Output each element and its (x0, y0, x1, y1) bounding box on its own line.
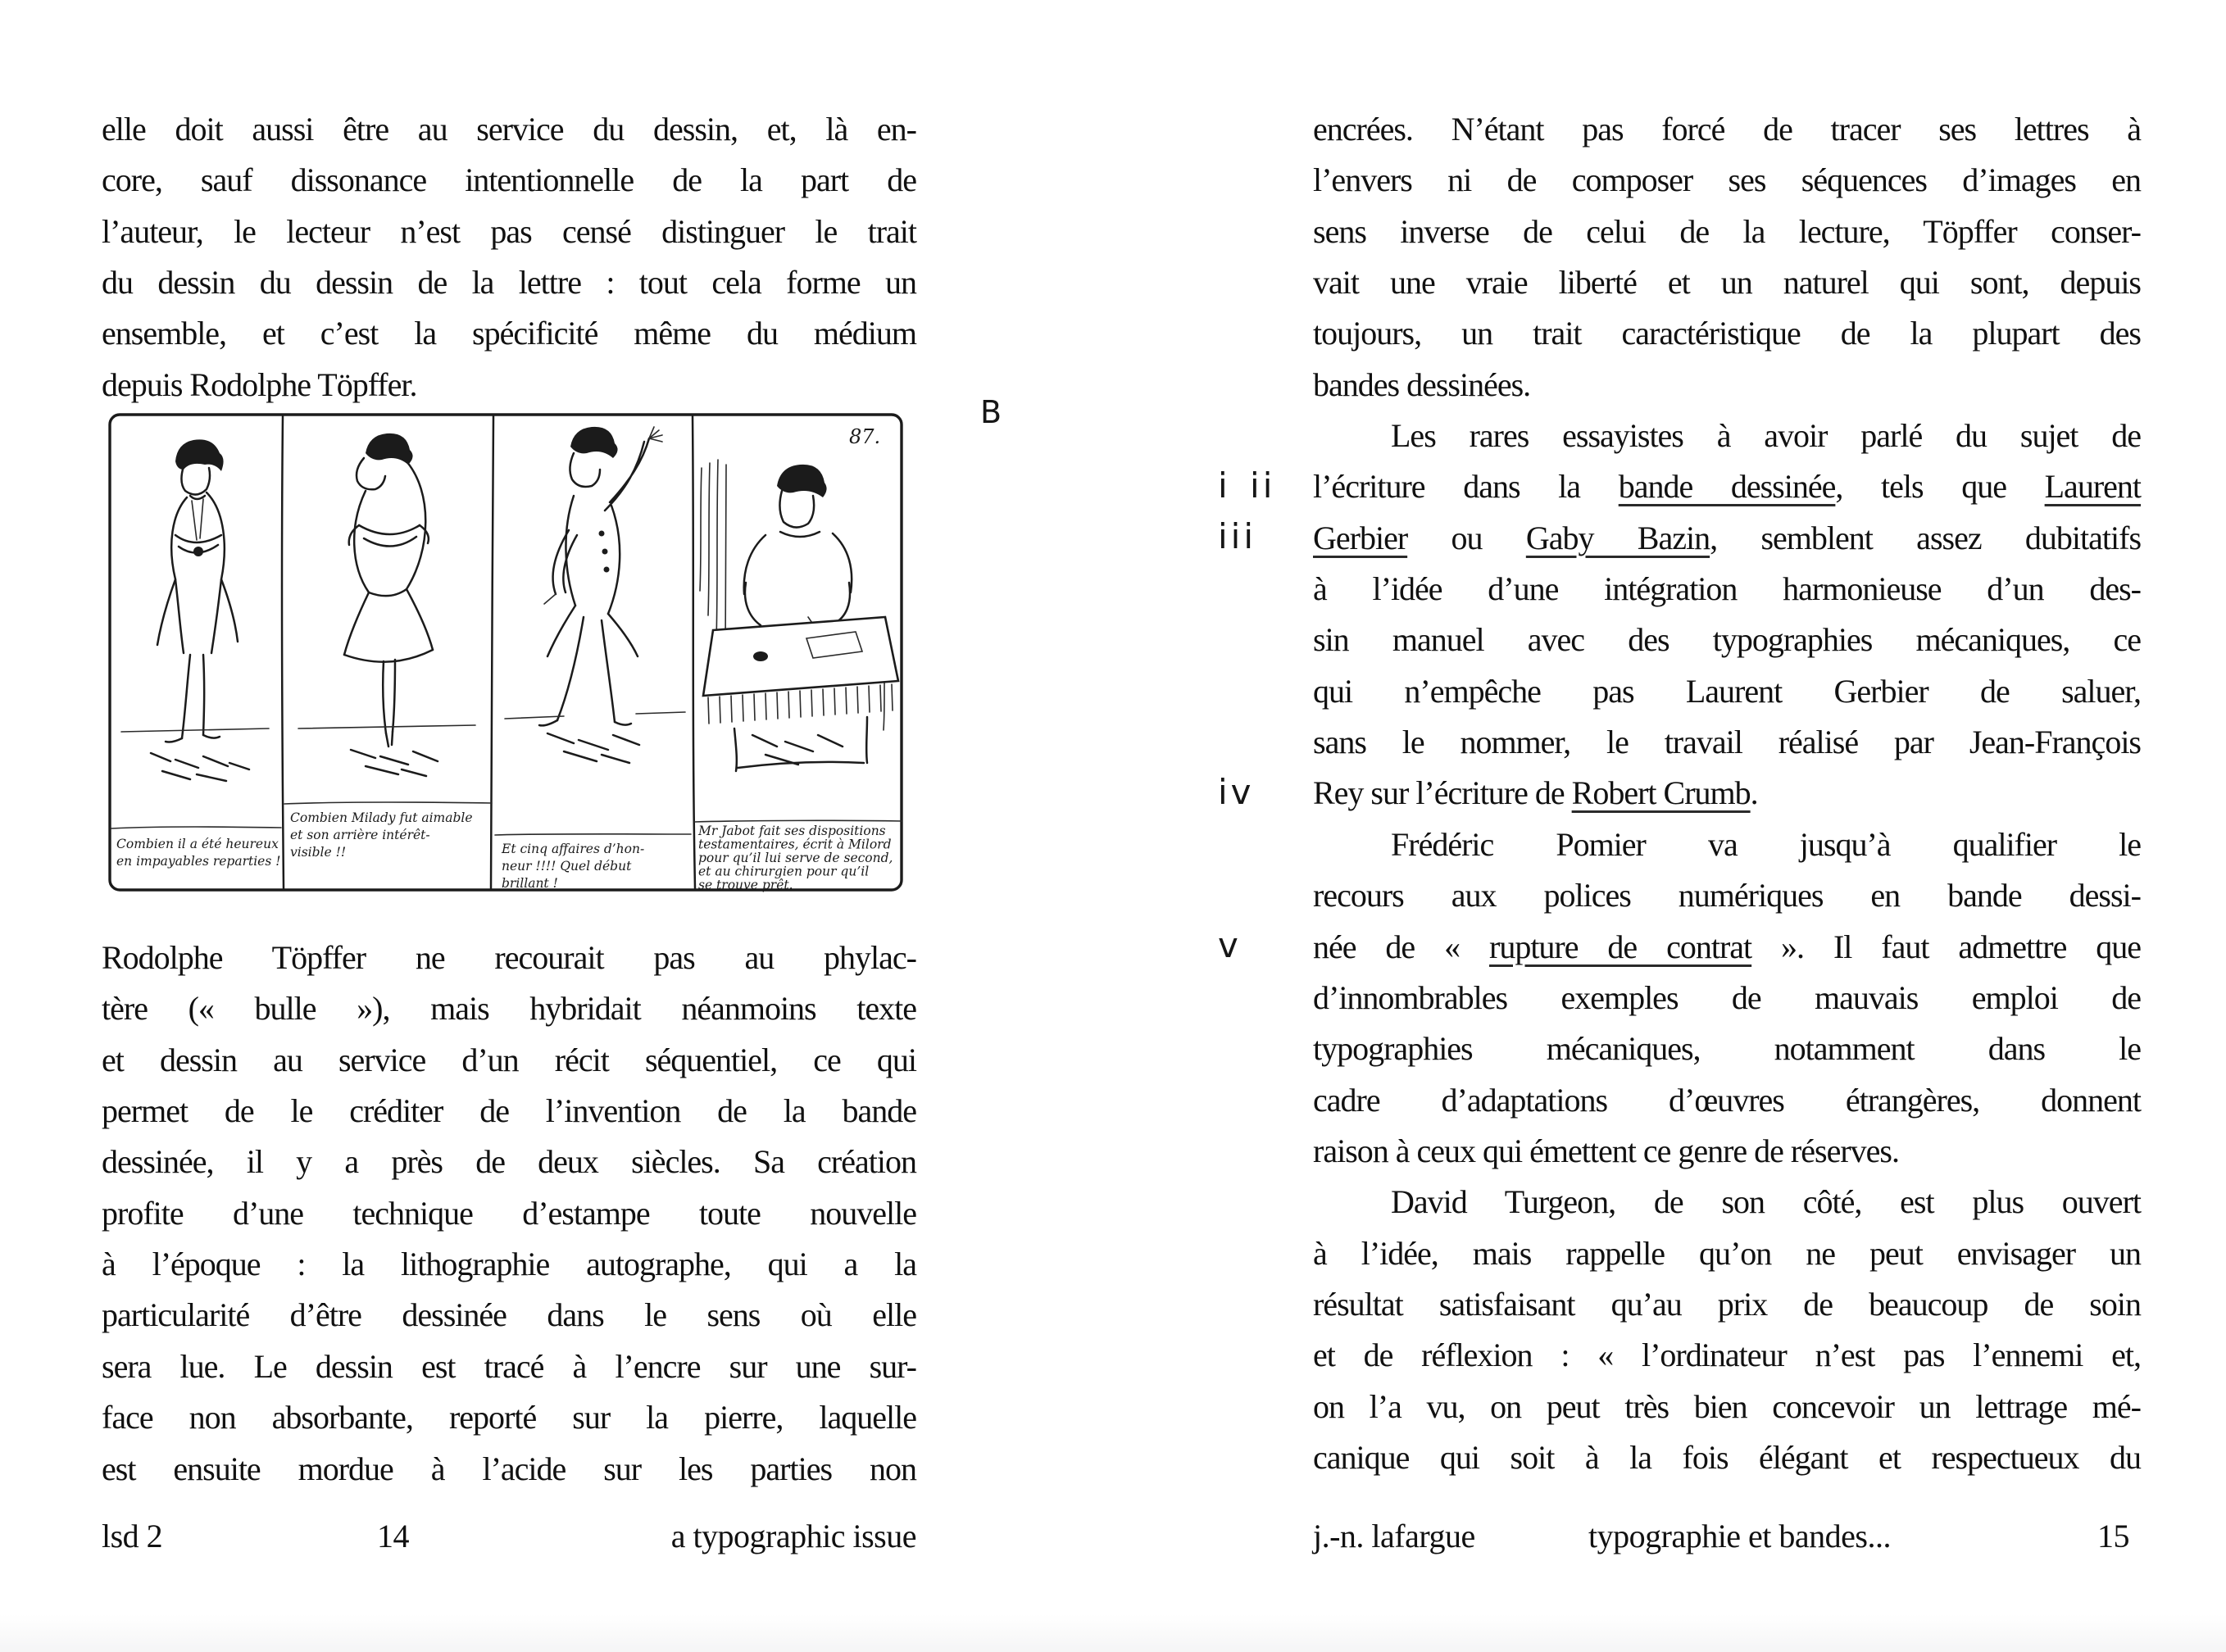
text-line: typographies mécaniques, notamment dans le (1313, 1030, 2141, 1068)
figure-caption-line: pour qu’il lui serve de second, (698, 851, 893, 866)
panel-caption-2 (290, 810, 473, 860)
page-bottom-shade (0, 1614, 2226, 1652)
caption-rule (111, 827, 281, 828)
margin-note-ref-iii: iii (1218, 516, 1257, 556)
text-line: elle doit aussi être au service du dessin, et, là en- (102, 111, 916, 148)
figure-caption-line: Combien Milady fut aimable (290, 810, 473, 826)
caption-rule (495, 834, 691, 835)
text-line: l’écriture dans la bande dessinée, tels que Laurent (1313, 468, 2141, 506)
text-line: encrées. N’étant pas forcé de tracer ses lettres à (1313, 111, 2141, 148)
figure-caption-line: et son arrière intérêt- (290, 828, 430, 843)
margin-note-ref-iv: iv (1218, 772, 1255, 812)
text-line: dessinée, il y a près de deux siècles. Sa création (102, 1143, 916, 1181)
underlined-reference: bande dessinée (1618, 468, 1836, 506)
text-line: est ensuite mordue à l’acide sur les parties non (102, 1450, 916, 1487)
imprint-label: lsd 2 (102, 1518, 163, 1554)
text-line: du dessin du dessin de la lettre : tout cela forme un (102, 264, 916, 302)
right-page-footer (1313, 1517, 2141, 1568)
figure-caption-line: Mr Jabot fait ses dispositions (698, 824, 886, 839)
right-paragraph-4 (1313, 1177, 2141, 1483)
figure-panel-4 (694, 460, 902, 822)
comic-strip-illustration (105, 411, 908, 894)
text-line: sans le nommer, le travail réalisé par Jean-François (1313, 724, 2141, 761)
panel-caption-4 (697, 824, 893, 892)
text-line: profite d’une technique d’estampe toute nouvelle (102, 1194, 916, 1232)
text-line: sin manuel avec des typographies mécaniques, ce (1313, 621, 2141, 659)
left-page-footer (102, 1517, 916, 1568)
panel-divider (491, 416, 493, 888)
panel-caption-3 (501, 842, 644, 891)
text-line: d’innombrables exemples de mauvais emploi de (1313, 978, 2141, 1016)
plate-number: 87. (849, 425, 881, 449)
figure-caption-line: visible !! (290, 845, 347, 860)
text-line: depuis Rodolphe Töpffer. (102, 365, 417, 403)
text-line: cadre d’adaptations d’œuvres étrangères, donnent (1313, 1081, 2141, 1119)
text-line: Rey sur l’écriture de Robert Crumb. (1313, 774, 1758, 812)
right-page-number: 15 (2097, 1518, 2129, 1554)
right-paragraph-2 (1313, 411, 2141, 819)
figure-caption-line: neur !!!! Quel début (502, 859, 632, 874)
text-line: tère (« bulle »), mais hybridait néanmoins texte (102, 990, 916, 1028)
text-line: et de réflexion : « l’ordinateur n’est pas l’ennemi et, (1313, 1337, 2141, 1374)
figure-label-b: B (980, 394, 1002, 430)
text-line: permet de le créditer de l’invention de la bande (102, 1092, 916, 1130)
text-line: Gerbier ou Gaby Bazin, semblent assez dubitatifs (1313, 519, 2142, 556)
left-paragraph-1 (102, 104, 916, 411)
author-name: j.-n. lafargue (1313, 1518, 1475, 1554)
figure-caption-line: en impayables reparties ! (116, 854, 281, 869)
text-line: on l’a vu, on peut très bien concevoir un lettrage mé- (1313, 1387, 2141, 1425)
text-line: bandes dessinées. (1313, 365, 1531, 403)
text-line: qui n’empêche pas Laurent Gerbier de saluer, (1313, 672, 2141, 710)
text-line: sens inverse de celui de la lecture, Töpffer conser- (1313, 212, 2141, 250)
article-title: typographie et bandes... (1588, 1518, 1891, 1554)
figure-caption-line: Et cinq affaires d’hon- (502, 842, 645, 857)
text-line: à l’idée d’une intégration harmonieuse d’un des- (1313, 570, 2141, 608)
panel-divider (282, 416, 284, 888)
figure-caption-line: Combien il a été heureux (116, 837, 279, 852)
text-line: face non absorbante, reporté sur la pierre, laquelle (102, 1399, 916, 1436)
caption-rule (284, 802, 492, 804)
text-line: raison à ceux qui émettent ce genre de réserves. (1313, 1132, 1899, 1169)
issue-title: a typographic issue (670, 1518, 916, 1554)
text-line: David Turgeon, de son côté, est plus ouvert (1391, 1183, 2141, 1221)
left-page-number: 14 (377, 1518, 409, 1554)
text-line: l’envers ni de composer ses séquences d’images en (1313, 161, 2141, 199)
right-paragraph-3 (1313, 819, 2141, 1177)
right-page-column (1313, 104, 2141, 1483)
underlined-reference: Gerbier (1313, 519, 1408, 556)
text-line: core, sauf dissonance intentionnelle de la part de (102, 161, 916, 199)
text-line: née de « rupture de contrat ». Il faut admettre que (1313, 928, 2141, 965)
figure-panel-1 (111, 439, 281, 828)
figure-caption-line: brillant ! (502, 876, 558, 892)
text-line: Frédéric Pomier va jusqu’à qualifier le (1391, 825, 2141, 863)
figure-caption-line: et au chirurgien pour qu’il (698, 864, 870, 879)
text-line: à l’idée, mais rappelle qu’on ne peut envisager un (1313, 1234, 2141, 1272)
text-line: recours aux polices numériques en bande dessi- (1313, 877, 2141, 914)
figure-panel-3 (495, 427, 691, 835)
text-line: à l’époque : la lithographie autographe, qui a la (102, 1246, 916, 1283)
text-line: canique qui soit à la fois élégant et respectueux du (1313, 1438, 2141, 1476)
figure-caption-line: se trouve prêt. (698, 878, 793, 893)
text-line: ensemble, et c’est la spécificité même du médium (102, 315, 916, 352)
text-line: sera lue. Le dessin est tracé à l’encre sur une sur- (102, 1347, 916, 1385)
panel-caption-1 (116, 837, 280, 869)
text-line: particularité d’être dessinée dans le sens où elle (102, 1296, 916, 1334)
left-paragraph-2 (102, 933, 916, 1495)
text-line: Les rares essayistes à avoir parlé du sujet de (1391, 417, 2141, 455)
caption-rule (694, 820, 902, 822)
figure-caption-line: testamentaires, écrit à Milord (698, 837, 892, 852)
text-line: vait une vraie liberté et un naturel qui sont, depuis (1313, 264, 2141, 302)
text-line: toujours, un trait caractéristique de la plupart des (1313, 315, 2141, 352)
left-page-column (102, 104, 916, 1495)
text-line: résultat satisfaisant qu’au prix de beaucoup de soin (1313, 1285, 2141, 1323)
panel-divider (693, 416, 695, 888)
text-line: et dessin au service d’un récit séquentiel, ce qui (102, 1041, 916, 1078)
margin-note-ref-v: v (1218, 925, 1242, 965)
margin-note-ref-i-ii: i ii (1218, 465, 1276, 506)
figure-panel-2 (284, 433, 492, 804)
underlined-reference: Robert Crumb (1571, 774, 1751, 812)
topffer-comic-strip (105, 411, 908, 894)
underlined-reference: Laurent (2044, 468, 2141, 506)
underlined-reference: rupture de contrat (1489, 928, 1752, 965)
text-line: l’auteur, le lecteur n’est pas censé distinguer le trait (102, 212, 916, 250)
text-line: Rodolphe Töpffer ne recourait pas au phylac- (102, 939, 916, 977)
underlined-reference: Gaby Bazin (1525, 519, 1710, 556)
right-paragraph-1 (1313, 104, 2141, 411)
